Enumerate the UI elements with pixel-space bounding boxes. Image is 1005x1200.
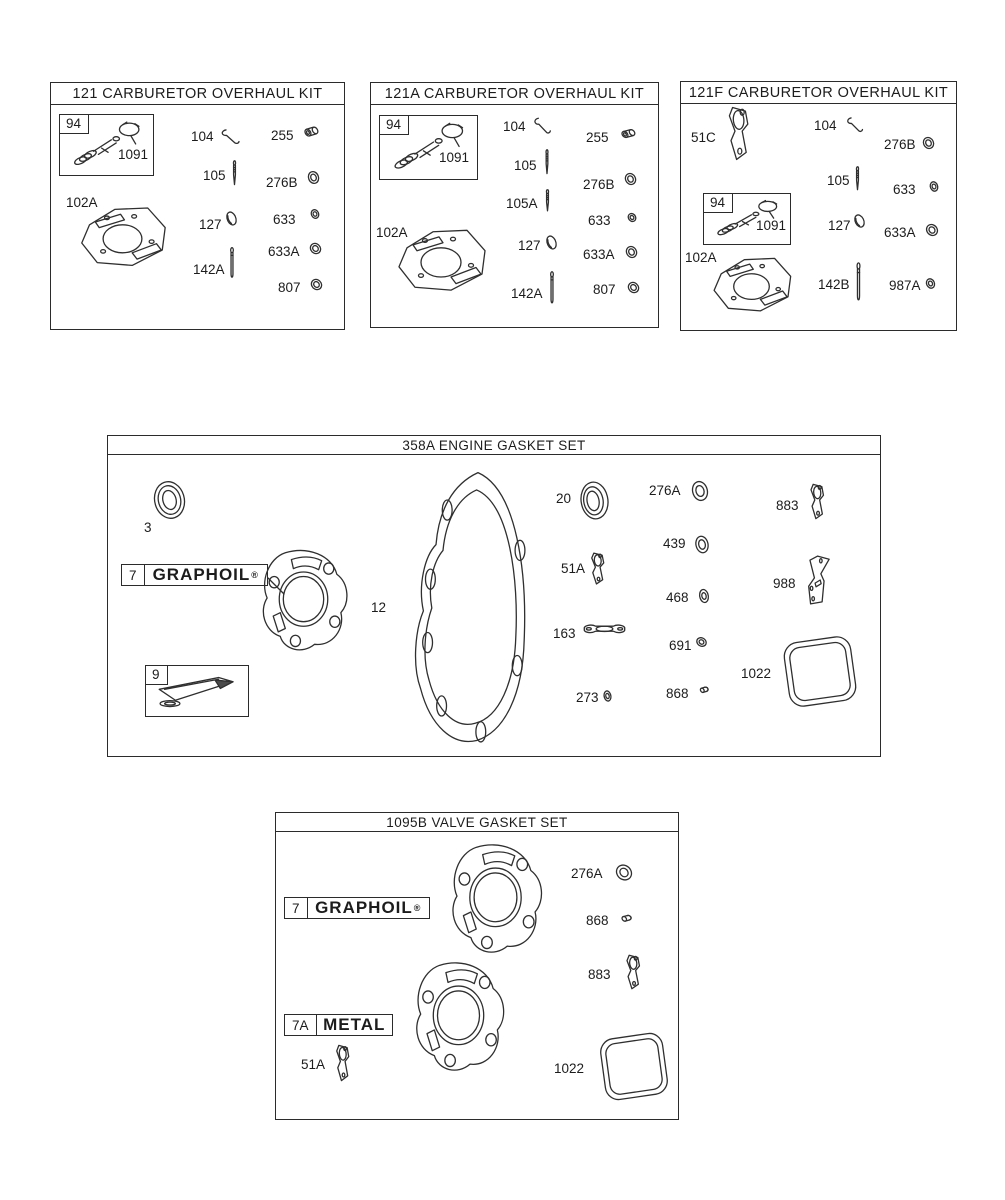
part-51a-label: 51A xyxy=(301,1057,326,1072)
part-255-label: 255 xyxy=(271,128,294,143)
part-633-label: 633 xyxy=(273,212,296,227)
part-633a-label: 633A xyxy=(268,244,300,259)
head-gasket-icon xyxy=(406,958,511,1080)
mount-gasket-icon xyxy=(391,223,491,296)
o-ring-m-icon xyxy=(308,242,323,255)
plug-icon xyxy=(618,911,637,925)
registered-mark: ® xyxy=(251,569,259,580)
panel-carburetor-overhaul-kit-121a xyxy=(370,82,659,328)
part-3-label: 3 xyxy=(144,520,152,535)
o-ring-m-icon xyxy=(306,170,321,185)
material-tag-7a xyxy=(284,1014,393,1036)
part-987a-label: 987A xyxy=(889,278,921,293)
o-ring-m-icon xyxy=(689,479,711,503)
flange-gasket-icon xyxy=(620,953,647,991)
panel-valve-gasket-set-1095b xyxy=(275,812,679,1120)
part-51c-label: 51C xyxy=(691,130,716,145)
panel-title: 1095B VALVE GASKET SET xyxy=(276,813,678,832)
panel-title: 121 CARBURETOR OVERHAUL KIT xyxy=(51,83,344,105)
material-tag-number: 7A xyxy=(285,1015,317,1035)
mount-gasket-icon xyxy=(707,252,796,316)
part-142a-label: 142A xyxy=(511,286,543,301)
head-gasket-icon xyxy=(442,840,549,962)
rect-gasket-icon xyxy=(776,627,864,716)
part-102a-label: 102A xyxy=(66,195,98,210)
inset-box-94 xyxy=(379,115,478,180)
inset-box-number: 94 xyxy=(704,194,733,213)
part-276b-label: 276B xyxy=(583,177,615,192)
part-276b-label: 276B xyxy=(266,175,298,190)
bushing-icon xyxy=(618,126,639,141)
material-tag-text: GRAPHOIL ® xyxy=(315,898,422,917)
crankcase-gasket-icon xyxy=(394,464,534,752)
part-1091-label: 1091 xyxy=(756,218,787,233)
needle-icon xyxy=(541,189,554,213)
material-tag-text: METAL xyxy=(323,1015,386,1034)
part-633-label: 633 xyxy=(893,182,916,197)
part-807-label: 807 xyxy=(278,280,301,295)
o-ring-s-icon xyxy=(626,212,638,223)
inset-box-number: 94 xyxy=(380,116,409,135)
needle-icon xyxy=(228,160,241,187)
flange-gasket-icon xyxy=(585,551,611,586)
part-142b-label: 142B xyxy=(818,277,850,292)
material-tag-text: GRAPHOIL ® xyxy=(152,565,259,584)
material-tag-7 xyxy=(121,564,268,586)
part-1022-label: 1022 xyxy=(741,666,772,681)
part-633-label: 633 xyxy=(588,213,611,228)
plug-icon xyxy=(697,683,713,696)
part-105-label: 105 xyxy=(203,168,226,183)
part-691-label: 691 xyxy=(669,638,692,653)
part-1091-label: 1091 xyxy=(118,147,149,162)
part-883-label: 883 xyxy=(776,498,799,513)
part-468-label: 468 xyxy=(666,590,689,605)
part-104-label: 104 xyxy=(191,129,214,144)
part-105-label: 105 xyxy=(827,173,850,188)
seal-cup-icon xyxy=(852,213,867,229)
part-104-label: 104 xyxy=(503,119,526,134)
needle-icon xyxy=(541,149,553,176)
part-12-label: 12 xyxy=(371,600,387,615)
panel-carburetor-overhaul-kit-121 xyxy=(50,82,345,330)
bushing-icon xyxy=(301,123,322,140)
part-868-label: 868 xyxy=(586,913,609,928)
o-ring-s-icon xyxy=(694,636,709,648)
part-142a-label: 142A xyxy=(193,262,225,277)
registered-mark: ® xyxy=(413,902,422,913)
needle-icon xyxy=(851,166,864,192)
part-439-label: 439 xyxy=(663,536,686,551)
exhaust-gasket-icon xyxy=(580,619,629,643)
flange-gasket-icon xyxy=(719,104,759,163)
bearing-seal-icon xyxy=(576,479,613,522)
material-tag-7 xyxy=(284,897,430,919)
inset-box-number: 94 xyxy=(60,115,89,134)
o-ring-m-icon xyxy=(613,863,635,882)
o-ring-m-icon xyxy=(626,281,641,294)
flange-gasket-icon xyxy=(330,1043,356,1083)
part-276a-label: 276A xyxy=(649,483,681,498)
part-127-label: 127 xyxy=(199,217,222,232)
inset-box-94 xyxy=(703,193,791,245)
part-127-label: 127 xyxy=(518,238,541,253)
tube-icon xyxy=(226,247,238,282)
o-ring-m-icon xyxy=(693,534,711,555)
part-255-label: 255 xyxy=(586,130,609,145)
material-tag-number: 7 xyxy=(285,898,308,918)
seal-cup-icon xyxy=(224,210,239,227)
part-127-label: 127 xyxy=(828,218,851,233)
part-1091-label: 1091 xyxy=(439,150,470,165)
o-ring-s-icon xyxy=(309,208,321,220)
part-633a-label: 633A xyxy=(583,247,615,262)
part-105-label: 105 xyxy=(514,158,537,173)
part-1022-label: 1022 xyxy=(554,1061,585,1076)
material-tag-number: 7 xyxy=(122,565,145,585)
seal-cup-icon xyxy=(544,234,559,251)
o-ring-s-icon xyxy=(602,689,613,703)
inset-box-number: 9 xyxy=(146,666,168,685)
panel-title: 121F CARBURETOR OVERHAUL KIT xyxy=(681,82,956,104)
part-276a-label: 276A xyxy=(571,866,603,881)
o-ring-m-icon xyxy=(924,223,940,237)
part-20-label: 20 xyxy=(556,491,572,506)
panel-title: 121A CARBURETOR OVERHAUL KIT xyxy=(371,83,658,105)
o-ring-s-icon xyxy=(697,587,711,605)
part-104-label: 104 xyxy=(814,118,837,133)
panel-engine-gasket-set-358a xyxy=(107,435,881,757)
bracket-gasket-icon xyxy=(801,554,833,606)
spring-clip-icon xyxy=(531,115,554,138)
o-ring-s-icon xyxy=(924,277,937,290)
part-273-label: 273 xyxy=(576,690,599,705)
part-102a-label: 102A xyxy=(376,225,408,240)
part-105a-label: 105A xyxy=(506,196,538,211)
part-807-label: 807 xyxy=(593,282,616,297)
o-ring-m-icon xyxy=(623,172,638,186)
inset-box-94 xyxy=(59,114,154,176)
spring-clip-icon xyxy=(218,127,243,148)
part-883-label: 883 xyxy=(588,967,611,982)
mount-gasket-icon xyxy=(74,201,171,271)
flange-gasket-icon xyxy=(804,482,831,521)
oil-seal-icon xyxy=(149,478,190,522)
o-ring-m-icon xyxy=(309,278,324,291)
part-276b-label: 276B xyxy=(884,137,916,152)
part-868-label: 868 xyxy=(666,686,689,701)
part-102a-label: 102A xyxy=(685,250,717,265)
o-ring-s-icon xyxy=(928,180,940,193)
o-ring-m-icon xyxy=(624,245,639,259)
part-633a-label: 633A xyxy=(884,225,916,240)
inset-box-9 xyxy=(145,665,249,717)
tube-icon xyxy=(546,271,558,308)
panel-carburetor-overhaul-kit-121f xyxy=(680,81,957,331)
tube-icon xyxy=(852,262,865,306)
part-163-label: 163 xyxy=(553,626,576,641)
part-988-label: 988 xyxy=(773,576,796,591)
part-51a-label: 51A xyxy=(561,561,586,576)
rect-gasket-icon xyxy=(593,1024,675,1109)
spring-clip-icon xyxy=(844,115,866,136)
o-ring-m-icon xyxy=(921,136,936,150)
head-gasket-icon xyxy=(253,546,354,659)
panel-title: 358A ENGINE GASKET SET xyxy=(108,436,880,455)
